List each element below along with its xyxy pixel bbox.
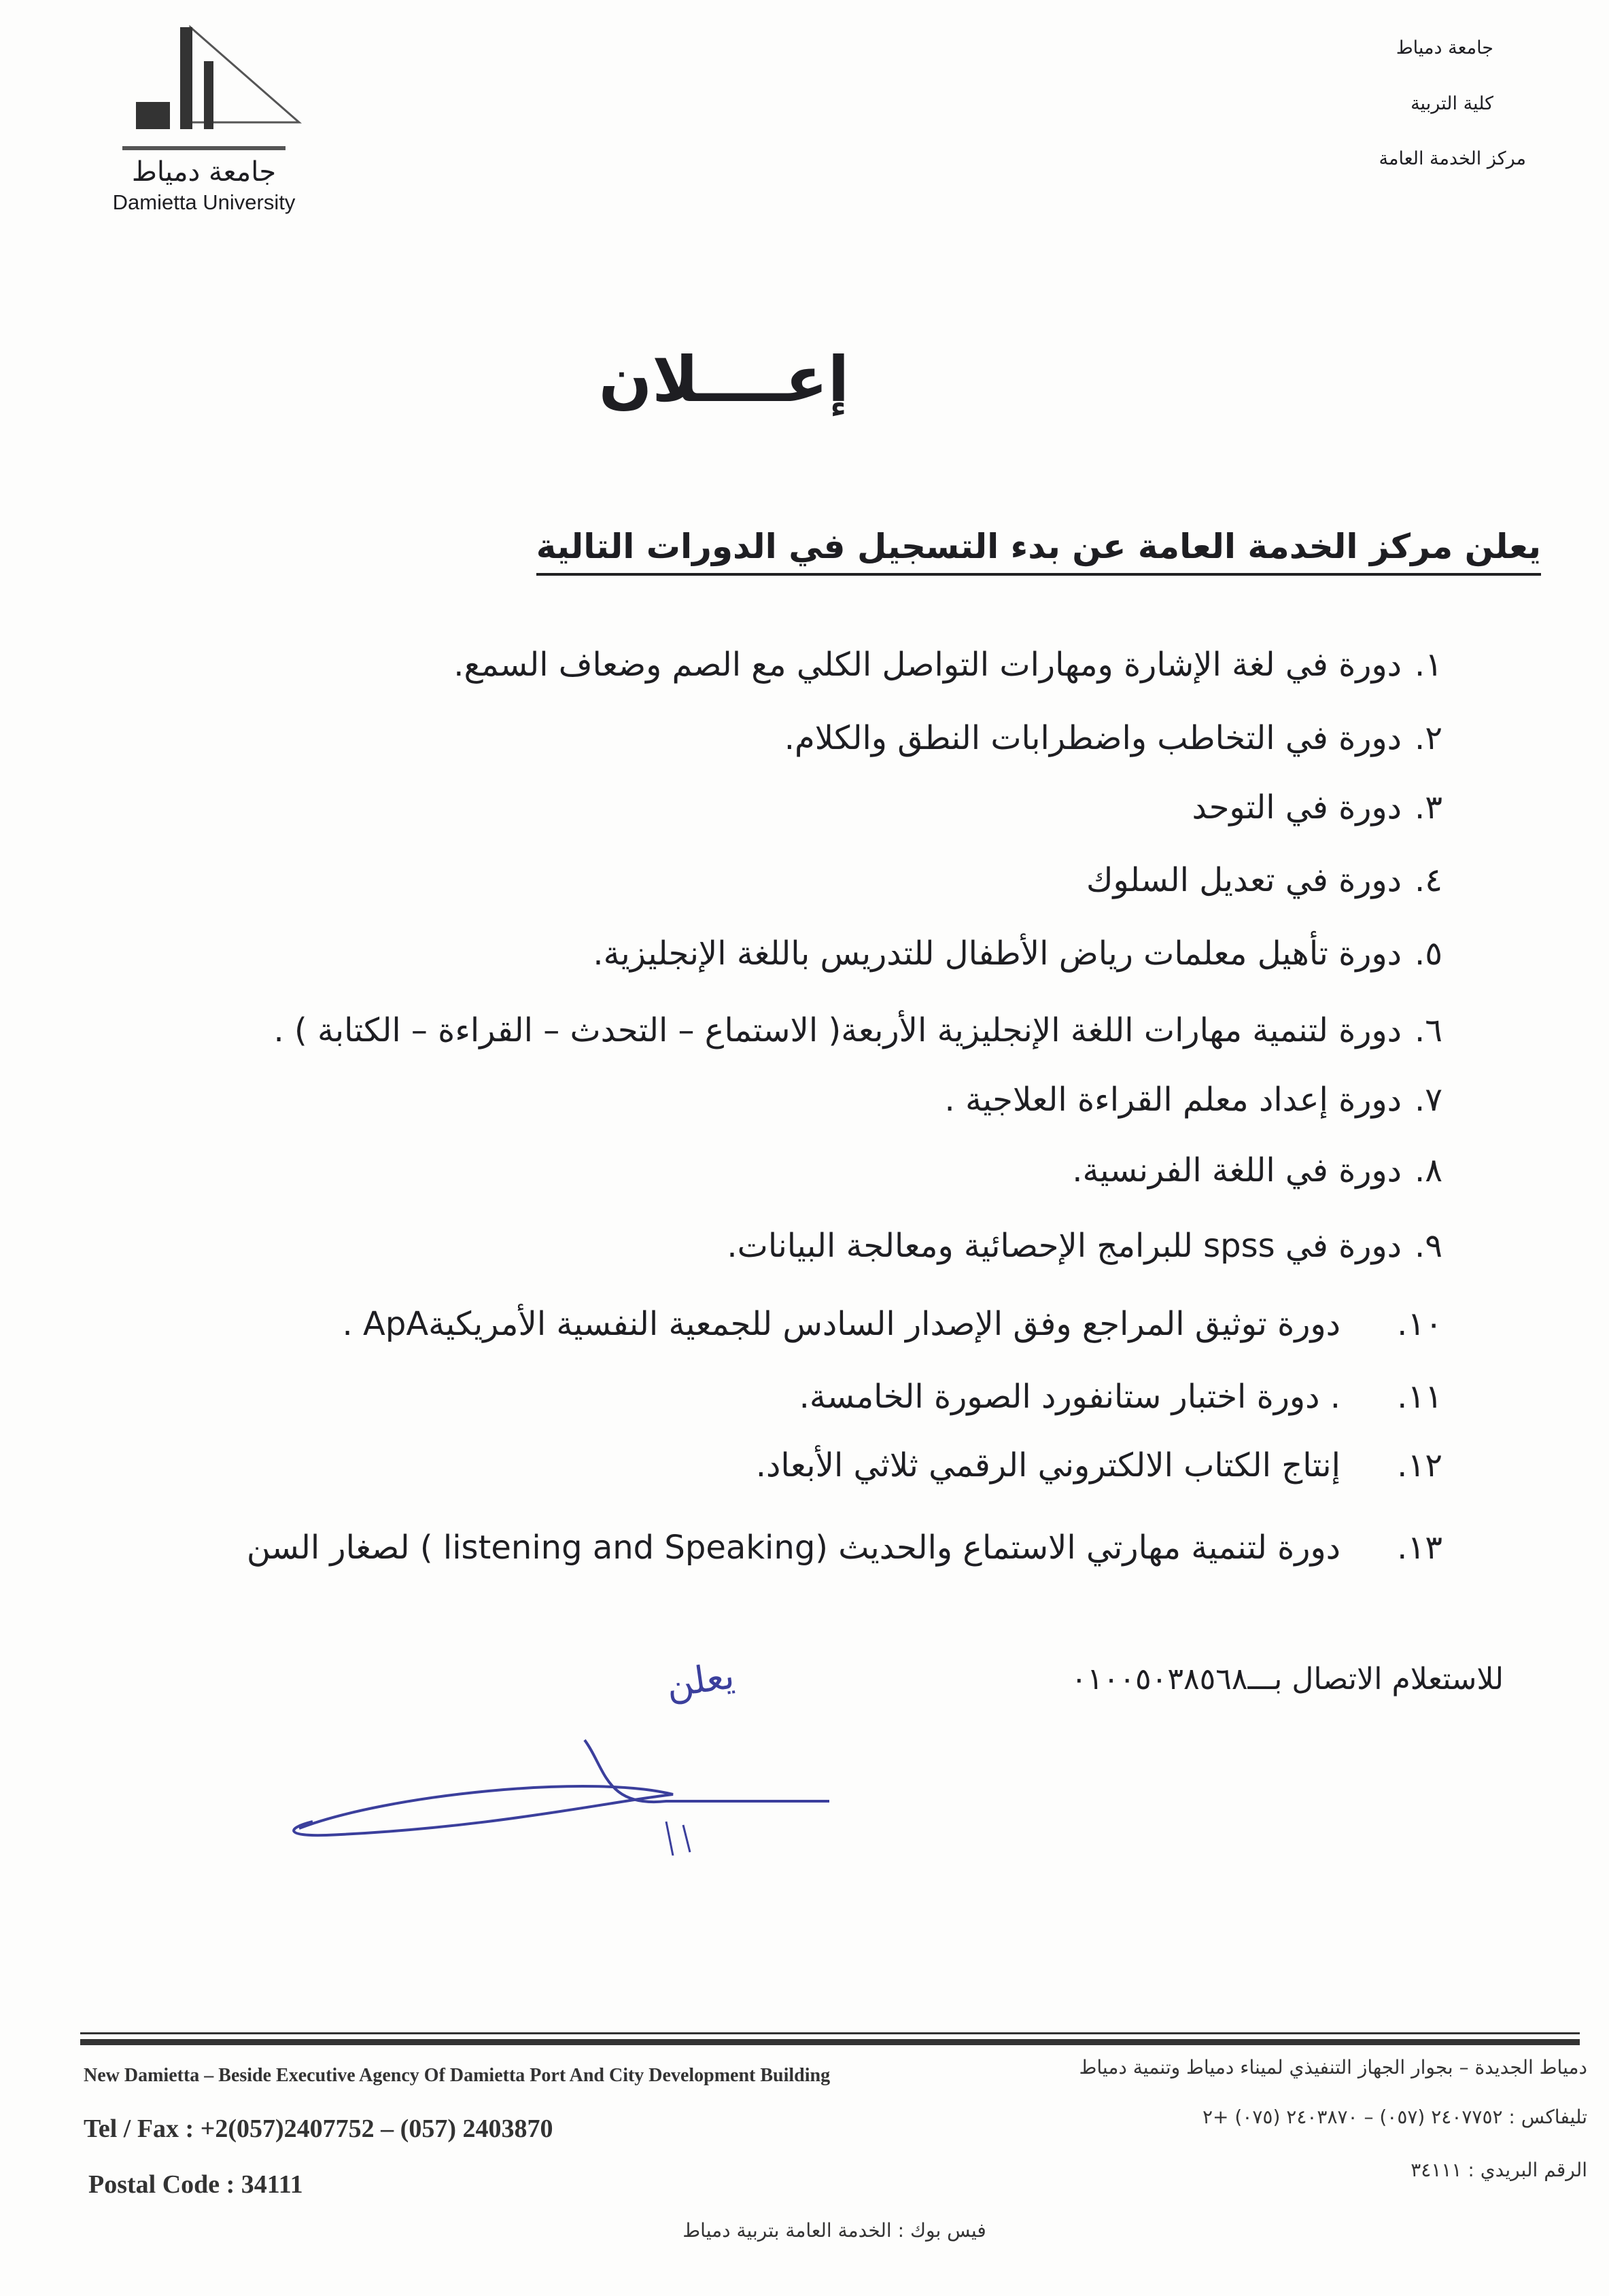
course-text: دورة إعداد معلم القراءة العلاجية . — [944, 1081, 1402, 1119]
course-number: ٥. — [1414, 935, 1442, 973]
course-item — [799, 1378, 1442, 1416]
course-number: ١٢. — [1397, 1446, 1442, 1484]
footer-divider-thick — [80, 2039, 1580, 2045]
course-number: ٢. — [1414, 719, 1442, 757]
course-text: دورة في لغة الإشارة ومهارات التواصل الكلي مع الصم وضعاف السمع. — [453, 646, 1402, 684]
footer-postal-ar: الرقم البريدي : ٣٤١١١ — [1411, 2159, 1587, 2181]
course-number: ٣. — [1414, 788, 1442, 827]
course-item — [273, 1011, 1442, 1049]
course-number: ٧. — [1414, 1081, 1442, 1119]
course-item — [784, 719, 1442, 757]
course-text: دورة في spss للبرامج الإحصائية ومعالجة البيانات. — [727, 1227, 1402, 1265]
course-number: ٤. — [1414, 861, 1442, 899]
logo-text-ar: جامعة دمياط — [131, 156, 277, 188]
header-university: جامعة دمياط — [1396, 37, 1493, 58]
course-number: ١٣. — [1397, 1529, 1442, 1567]
logo-emblem-icon — [95, 20, 313, 163]
course-text: دورة في اللغة الفرنسية. — [1072, 1151, 1402, 1189]
course-text: دورة في التوحد — [1192, 788, 1402, 827]
course-item — [756, 1446, 1442, 1484]
course-item — [1192, 788, 1442, 827]
course-number: ٨. — [1414, 1151, 1442, 1189]
course-number: ١١. — [1397, 1378, 1442, 1416]
course-item — [1072, 1151, 1442, 1189]
logo-text-en: Damietta University — [112, 190, 296, 214]
signature-text: يعلن — [663, 1654, 737, 1706]
course-item — [343, 1305, 1442, 1343]
course-text: دورة لتنمية مهارات اللغة الإنجليزية الأربعة( الاستماع – التحدث – القراءة – الكتابة ) . — [273, 1011, 1402, 1049]
course-item — [453, 646, 1442, 684]
course-text: دورة في التخاطب واضطرابات النطق والكلام. — [784, 719, 1402, 757]
course-item — [247, 1529, 1442, 1567]
course-text: دورة في تعديل السلوك — [1086, 861, 1402, 899]
header-center: مركز الخدمة العامة — [1379, 148, 1526, 169]
course-number: ٦. — [1414, 1011, 1442, 1049]
course-item — [593, 935, 1442, 973]
footer-address-ar: دمياط الجديدة – بجوار الجهاز التنفيذي لميناء دمياط وتنمية دمياط — [1079, 2056, 1587, 2078]
course-item — [727, 1227, 1442, 1265]
signature-icon — [286, 1658, 843, 1856]
course-text: إنتاج الكتاب الالكتروني الرقمي ثلاثي الأبعاد. — [755, 1446, 1340, 1484]
footer-facebook: فيس بوك : الخدمة العامة بتربية دمياط — [682, 2219, 986, 2242]
page-title: إعــــلان — [598, 343, 850, 416]
signature — [286, 1654, 843, 1856]
course-item — [945, 1081, 1442, 1119]
course-number: ٩. — [1414, 1227, 1442, 1265]
course-number: ١٠. — [1397, 1305, 1442, 1343]
footer-tel-en: Tel / Fax : +2(057)2407752 – (057) 2403870 — [84, 2115, 553, 2143]
footer-postal-en: Postal Code : 34111 — [88, 2170, 303, 2199]
university-logo — [95, 20, 313, 218]
footer-tel-ar: تليفاكس : ٢٤٠٧٧٥٢ (٠٥٧) – ٢٤٠٣٨٧٠ (٠٧٥) +٢ — [1202, 2106, 1587, 2128]
course-text: . دورة اختبار ستانفورد الصورة الخامسة. — [799, 1378, 1340, 1416]
contact-line: للاستعلام الاتصال بـــ٠١٠٠٥٠٣٨٥٦٨ — [1071, 1662, 1504, 1697]
header-faculty: كلية التربية — [1411, 93, 1493, 114]
course-text: دورة لتنمية مهارتي الاستماع والحديث (listening and Speaking ) لصغار السن — [246, 1529, 1340, 1567]
footer-divider — [80, 2032, 1580, 2034]
course-number: ١. — [1414, 646, 1442, 684]
course-text: دورة تأهيل معلمات رياض الأطفال للتدريس باللغة الإنجليزية. — [593, 935, 1402, 973]
announcement-subtitle: يعلن مركز الخدمة العامة عن بدء التسجيل في الدورات التالية — [536, 527, 1541, 576]
course-item — [1086, 861, 1442, 899]
course-text: دورة توثيق المراجع وفق الإصدار السادس للجمعية النفسية الأمريكيةApA . — [342, 1305, 1340, 1343]
footer-address-en: New Damietta – Beside Executive Agency Of Damietta Port And City Development Building — [84, 2065, 831, 2086]
